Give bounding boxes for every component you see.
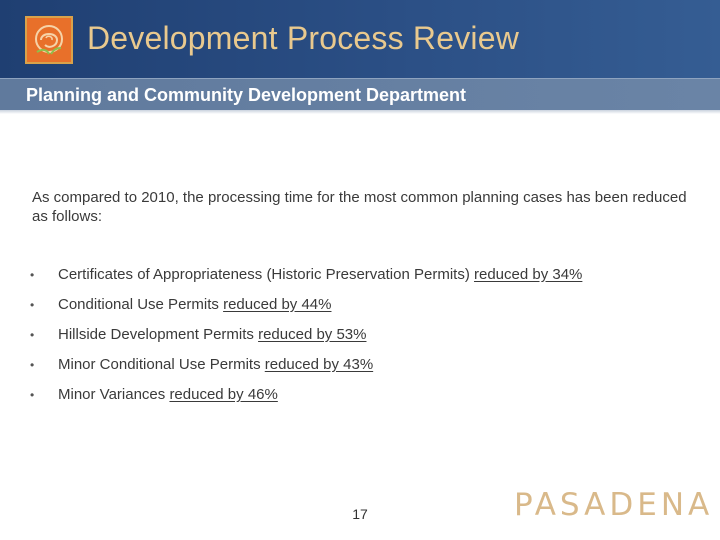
bullet-marker: • — [30, 388, 35, 402]
bullet-marker: • — [30, 268, 35, 282]
pasadena-wordmark: PASADENA — [514, 487, 714, 523]
list-item-text — [58, 354, 373, 376]
intro-paragraph: As compared to 2010, the processing time for the most common planning cases has been reduced as follows: — [32, 189, 687, 225]
list-item-text — [58, 264, 582, 286]
department-subtitle: Planning and Community Development Department — [26, 85, 467, 105]
rose-logo-icon — [25, 16, 73, 64]
subtitle-band-shadow — [0, 110, 720, 114]
page-title: Development Process Review — [87, 20, 520, 56]
bullet-marker: • — [30, 328, 35, 342]
bullet-marker: • — [30, 298, 35, 312]
reduction-value: reduced by 43% — [264, 356, 374, 373]
reduction-value: reduced by 34% — [473, 266, 583, 283]
list-item-text — [58, 384, 278, 406]
reduction-value: reduced by 53% — [258, 326, 367, 343]
permit-type: Conditional Use Permits — [58, 296, 224, 313]
permit-type: Certificates of Appropriateness (Historic Preservation Permits) — [58, 266, 474, 283]
reduction-value: reduced by 44% — [223, 296, 332, 313]
permit-type: Hillside Development Permits — [58, 326, 259, 343]
list-item-text — [58, 324, 366, 346]
page-number: 17 — [352, 506, 368, 522]
bullet-marker: • — [30, 358, 35, 372]
permit-type: Minor Variances — [58, 386, 170, 403]
permit-type: Minor Conditional Use Permits — [58, 356, 265, 373]
list-item-text — [58, 294, 331, 316]
reduction-value: reduced by 46% — [169, 386, 278, 403]
